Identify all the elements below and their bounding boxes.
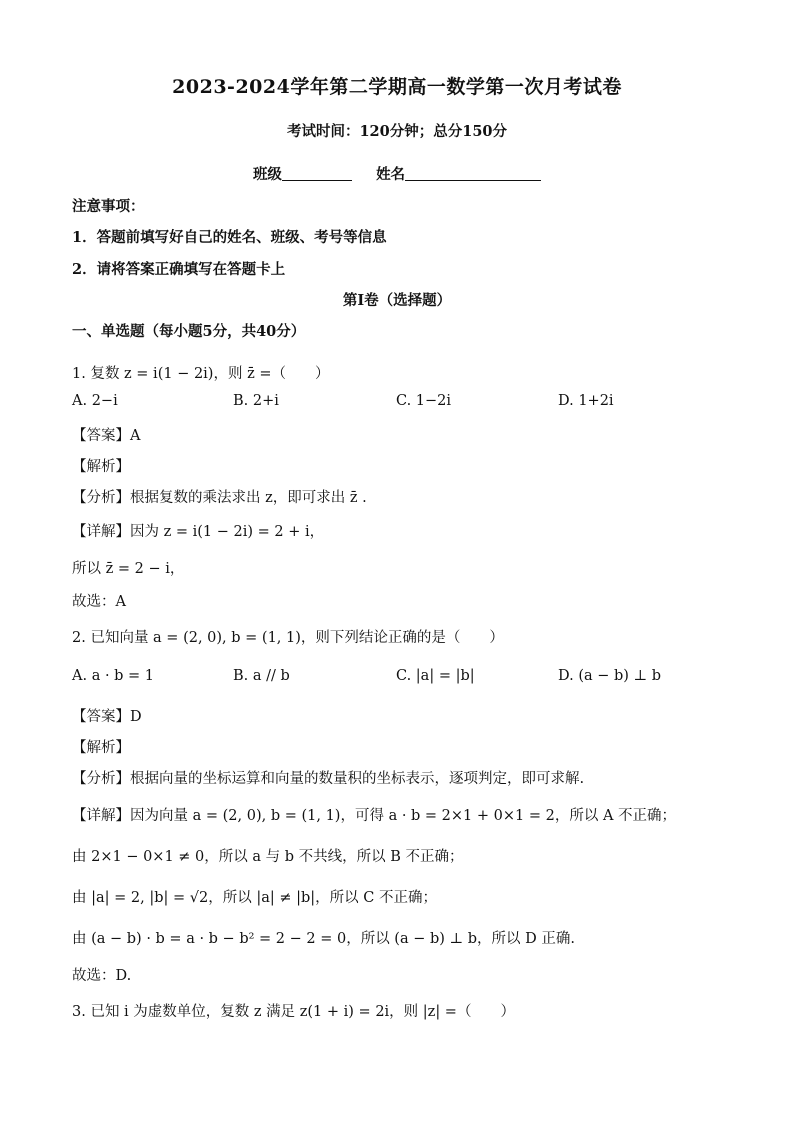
q1-detail: 【详解】因为 z = i(1 − 2i) = 2 + i， (72, 524, 325, 540)
q1-choice: 故选：A (72, 594, 126, 610)
q2-option-b: B. a // b (233, 668, 290, 684)
class-blank (282, 166, 352, 181)
q2-option-d: D. (a − b) ⊥ b (558, 668, 662, 684)
q1-answer: 【答案】A (72, 428, 141, 444)
name-label: 姓名 (376, 166, 406, 183)
q2-line-b: 由 2×1 − 0×1 ≠ 0，所以 a 与 b 不共线，所以 B 不正确； (72, 849, 464, 865)
q1-fenxi: 【分析】根据复数的乘法求出 z，即可求出 z̄ . (72, 490, 367, 506)
note-item-1: 1．答题前填写好自己的姓名、班级、考号等信息 (72, 229, 387, 246)
q1-analysis-tag: 【解析】 (72, 459, 130, 475)
q2-stem: 2. 已知向量 a = (2, 0), b = (1, 1)，则下列结论正确的是（ ） (72, 630, 504, 646)
q2-option-c: C. |a| = |b| (396, 668, 475, 684)
q1-option-d: D. 1+2i (558, 393, 614, 409)
q2-answer: 【答案】D (72, 709, 142, 725)
volume-title: 第I卷（选择题） (342, 292, 452, 309)
note-item-2: 2．请将答案正确填写在答题卡上 (72, 261, 286, 278)
class-label: 班级 (252, 166, 282, 183)
q1-so: 所以 z̄ = 2 − i， (72, 561, 185, 577)
q2-line-d: 由 (a − b) · b = a · b − b² = 2 − 2 = 0，所以 (a − b) ⊥ b，所以 D 正确. (72, 931, 575, 947)
time-info: 考试时间：120分钟；总分150分 (286, 123, 508, 140)
notes-heading: 注意事项： (72, 198, 145, 215)
exam-title: 2023-2024学年第二学期高一数学第一次月考试卷 (172, 76, 622, 98)
q2-fenxi: 【分析】根据向量的坐标运算和向量的数量积的坐标表示，逐项判定，即可求解. (72, 771, 585, 787)
q2-detail: 【详解】因为向量 a = (2, 0), b = (1, 1)，可得 a · b = 2×1 + 0×1 = 2，所以 A 不正确； (72, 808, 677, 824)
part-title: 一、单选题（每小题5分，共40分） (72, 323, 306, 340)
name-blank (405, 166, 541, 181)
q1-option-a: A. 2−i (72, 393, 118, 409)
q2-option-a: A. a · b = 1 (72, 668, 155, 684)
q1-option-c: C. 1−2i (396, 393, 452, 409)
class-name-row (0, 163, 794, 184)
q2-line-c: 由 |a| = 2, |b| = √2，所以 |a| ≠ |b|，所以 C 不正确； (72, 890, 437, 906)
q1-stem: 1. 复数 z = i(1 − 2i)，则 z̄ =（ ） (72, 366, 330, 382)
q2-analysis-tag: 【解析】 (72, 740, 130, 756)
q2-choice: 故选：D. (72, 968, 132, 984)
q1-option-b: B. 2+i (233, 393, 279, 409)
q3-stem: 3. 已知 i 为虚数单位，复数 z 满足 z(1 + i) = 2i，则 |z| =（ ） (72, 1004, 515, 1020)
